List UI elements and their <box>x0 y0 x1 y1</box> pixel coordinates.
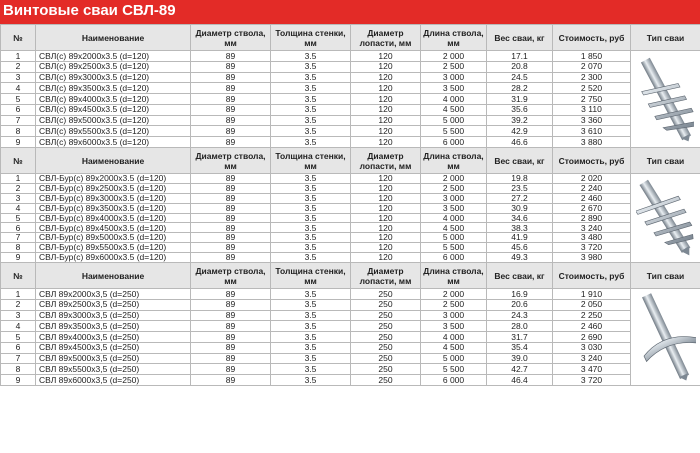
column-header-type: Тип сваи <box>631 263 700 289</box>
shaft-diameter: 89 <box>191 193 271 203</box>
column-header-length: Длина ствола, мм <box>421 25 487 51</box>
row-number: 9 <box>1 253 36 263</box>
pile-weight: 41.9 <box>487 233 553 243</box>
column-header-type: Тип сваи <box>631 148 700 174</box>
wall-thickness: 3.5 <box>271 72 351 83</box>
shaft-diameter: 89 <box>191 253 271 263</box>
blade-diameter: 120 <box>351 61 421 72</box>
column-header-name: Наименование <box>36 25 191 51</box>
wall-thickness: 3.5 <box>271 332 351 343</box>
shaft-length: 4 000 <box>421 332 487 343</box>
product-name: СВЛ(с) 89х3500х3.5 (d=120) <box>36 83 191 94</box>
pile-weight: 46.4 <box>487 375 553 386</box>
column-header-weight: Вес сваи, кг <box>487 25 553 51</box>
table-row <box>1 183 700 193</box>
shaft-length: 4 500 <box>421 104 487 115</box>
blade-diameter: 250 <box>351 342 421 353</box>
row-number: 7 <box>1 115 36 126</box>
shaft-length: 2 500 <box>421 183 487 193</box>
product-name: СВЛ(с) 89х6000х3.5 (d=120) <box>36 137 191 148</box>
pile-price: 3 880 <box>553 137 631 148</box>
column-header-type: Тип сваи <box>631 25 700 51</box>
blade-diameter: 120 <box>351 137 421 148</box>
column-header-blade: Диаметр лопасти, мм <box>351 148 421 174</box>
column-header-name: Наименование <box>36 263 191 289</box>
pile-weight: 17.1 <box>487 51 553 62</box>
row-number: 5 <box>1 213 36 223</box>
shaft-length: 3 000 <box>421 310 487 321</box>
pile-price: 3 720 <box>553 243 631 253</box>
column-header-blade: Диаметр лопасти, мм <box>351 25 421 51</box>
row-number: 3 <box>1 72 36 83</box>
blade-diameter: 120 <box>351 253 421 263</box>
row-number: 6 <box>1 104 36 115</box>
shaft-diameter: 89 <box>191 364 271 375</box>
row-number: 4 <box>1 83 36 94</box>
wall-thickness: 3.5 <box>271 289 351 300</box>
shaft-length: 3 500 <box>421 203 487 213</box>
row-number: 1 <box>1 289 36 300</box>
pile-weight: 42.9 <box>487 126 553 137</box>
shaft-length: 2 000 <box>421 174 487 184</box>
column-header-weight: Вес сваи, кг <box>487 263 553 289</box>
pile-price: 3 720 <box>553 375 631 386</box>
pile-type-image <box>631 289 700 386</box>
product-name: СВЛ 89х2000х3,5 (d=250) <box>36 289 191 300</box>
pile-weight: 19.8 <box>487 174 553 184</box>
shaft-diameter: 89 <box>191 375 271 386</box>
product-name: СВЛ 89х4500х3,5 (d=250) <box>36 342 191 353</box>
shaft-length: 5 000 <box>421 353 487 364</box>
shaft-diameter: 89 <box>191 203 271 213</box>
shaft-diameter: 89 <box>191 94 271 105</box>
wall-thickness: 3.5 <box>271 375 351 386</box>
shaft-diameter: 89 <box>191 126 271 137</box>
pile-weight: 31.7 <box>487 332 553 343</box>
column-header-wall: Толщина стенки, мм <box>271 263 351 289</box>
column-header-diameter: Диаметр ствола, мм <box>191 148 271 174</box>
shaft-length: 2 500 <box>421 61 487 72</box>
table-row <box>1 126 700 137</box>
shaft-diameter: 89 <box>191 137 271 148</box>
shaft-length: 6 000 <box>421 137 487 148</box>
screw-pile-narrow-blade-icon <box>631 51 700 147</box>
blade-diameter: 120 <box>351 83 421 94</box>
shaft-length: 4 000 <box>421 94 487 105</box>
row-number: 3 <box>1 310 36 321</box>
product-name: СВЛ 89х5000х3,5 (d=250) <box>36 353 191 364</box>
pile-type-image <box>631 174 700 263</box>
wall-thickness: 3.5 <box>271 183 351 193</box>
pile-weight: 28.2 <box>487 83 553 94</box>
shaft-diameter: 89 <box>191 115 271 126</box>
product-name: СВЛ-Бур(с) 89х3000х3.5 (d=120) <box>36 193 191 203</box>
row-number: 8 <box>1 243 36 253</box>
shaft-diameter: 89 <box>191 183 271 193</box>
product-name: СВЛ(с) 89х2500х3.5 (d=120) <box>36 61 191 72</box>
pile-weight: 46.6 <box>487 137 553 148</box>
pile-type-image <box>631 51 700 148</box>
wall-thickness: 3.5 <box>271 299 351 310</box>
blade-diameter: 120 <box>351 104 421 115</box>
pile-weight: 42.7 <box>487 364 553 375</box>
wall-thickness: 3.5 <box>271 174 351 184</box>
pile-price: 2 070 <box>553 61 631 72</box>
blade-diameter: 120 <box>351 115 421 126</box>
row-number: 6 <box>1 342 36 353</box>
shaft-diameter: 89 <box>191 299 271 310</box>
shaft-length: 4 500 <box>421 342 487 353</box>
product-name: СВЛ 89х3000х3,5 (d=250) <box>36 310 191 321</box>
pile-price: 2 300 <box>553 72 631 83</box>
shaft-diameter: 89 <box>191 61 271 72</box>
product-name: СВЛ-Бур(с) 89х5500х3.5 (d=120) <box>36 243 191 253</box>
row-number: 8 <box>1 364 36 375</box>
table-row <box>1 289 700 300</box>
blade-diameter: 120 <box>351 243 421 253</box>
shaft-diameter: 89 <box>191 342 271 353</box>
product-name: СВЛ(с) 89х4000х3.5 (d=120) <box>36 94 191 105</box>
table-row <box>1 213 700 223</box>
pile-weight: 38.3 <box>487 223 553 233</box>
shaft-length: 5 500 <box>421 126 487 137</box>
table-row <box>1 299 700 310</box>
shaft-length: 5 500 <box>421 364 487 375</box>
product-name: СВЛ-Бур(с) 89х5000х3.5 (d=120) <box>36 233 191 243</box>
table-header-row <box>1 263 700 289</box>
pile-weight: 24.5 <box>487 72 553 83</box>
table-row <box>1 72 700 83</box>
product-name: СВЛ(с) 89х3000х3.5 (d=120) <box>36 72 191 83</box>
pile-weight: 27.2 <box>487 193 553 203</box>
price-table <box>0 24 700 386</box>
shaft-length: 3 500 <box>421 83 487 94</box>
wall-thickness: 3.5 <box>271 342 351 353</box>
column-header-wall: Толщина стенки, мм <box>271 25 351 51</box>
shaft-length: 4 500 <box>421 223 487 233</box>
pile-price: 1 910 <box>553 289 631 300</box>
row-number: 6 <box>1 223 36 233</box>
pile-price: 2 240 <box>553 183 631 193</box>
blade-diameter: 250 <box>351 364 421 375</box>
pile-weight: 30.9 <box>487 203 553 213</box>
table-row <box>1 353 700 364</box>
pile-price: 3 470 <box>553 364 631 375</box>
wall-thickness: 3.5 <box>271 193 351 203</box>
wall-thickness: 3.5 <box>271 364 351 375</box>
pile-weight: 39.2 <box>487 115 553 126</box>
product-name: СВЛ-Бур(с) 89х4000х3.5 (d=120) <box>36 213 191 223</box>
column-header-length: Длина ствола, мм <box>421 263 487 289</box>
shaft-length: 3 000 <box>421 193 487 203</box>
product-name: СВЛ 89х5500х3,5 (d=250) <box>36 364 191 375</box>
column-header-diameter: Диаметр ствола, мм <box>191 263 271 289</box>
shaft-diameter: 89 <box>191 104 271 115</box>
pile-weight: 16.9 <box>487 289 553 300</box>
column-header-weight: Вес сваи, кг <box>487 148 553 174</box>
table-row <box>1 115 700 126</box>
wall-thickness: 3.5 <box>271 233 351 243</box>
row-number: 1 <box>1 51 36 62</box>
product-name: СВЛ(с) 89х2000х3.5 (d=120) <box>36 51 191 62</box>
pile-price: 2 250 <box>553 310 631 321</box>
pile-weight: 28.0 <box>487 321 553 332</box>
pile-price: 2 050 <box>553 299 631 310</box>
shaft-diameter: 89 <box>191 72 271 83</box>
wall-thickness: 3.5 <box>271 253 351 263</box>
row-number: 9 <box>1 375 36 386</box>
row-number: 5 <box>1 332 36 343</box>
title-bar <box>0 0 700 24</box>
column-header-price: Стоимость, руб <box>553 148 631 174</box>
pile-price: 2 690 <box>553 332 631 343</box>
blade-diameter: 250 <box>351 289 421 300</box>
blade-diameter: 250 <box>351 310 421 321</box>
wall-thickness: 3.5 <box>271 61 351 72</box>
row-number: 7 <box>1 353 36 364</box>
table-row <box>1 174 700 184</box>
shaft-diameter: 89 <box>191 223 271 233</box>
wall-thickness: 3.5 <box>271 203 351 213</box>
blade-diameter: 120 <box>351 51 421 62</box>
table-row <box>1 61 700 72</box>
column-header-length: Длина ствола, мм <box>421 148 487 174</box>
table-row <box>1 321 700 332</box>
wall-thickness: 3.5 <box>271 126 351 137</box>
table-row <box>1 342 700 353</box>
blade-diameter: 120 <box>351 203 421 213</box>
row-number: 7 <box>1 233 36 243</box>
wall-thickness: 3.5 <box>271 94 351 105</box>
column-header-wall: Толщина стенки, мм <box>271 148 351 174</box>
wall-thickness: 3.5 <box>271 83 351 94</box>
blade-diameter: 120 <box>351 94 421 105</box>
blade-diameter: 250 <box>351 353 421 364</box>
shaft-length: 3 500 <box>421 321 487 332</box>
pile-price: 2 020 <box>553 174 631 184</box>
row-number: 4 <box>1 203 36 213</box>
wall-thickness: 3.5 <box>271 310 351 321</box>
product-name: СВЛ 89х4000х3,5 (d=250) <box>36 332 191 343</box>
shaft-diameter: 89 <box>191 83 271 94</box>
product-name: СВЛ-Бур(с) 89х2500х3.5 (d=120) <box>36 183 191 193</box>
blade-diameter: 120 <box>351 223 421 233</box>
pile-price: 2 460 <box>553 193 631 203</box>
product-name: СВЛ-Бур(с) 89х4500х3.5 (d=120) <box>36 223 191 233</box>
table-row <box>1 193 700 203</box>
column-header-num: № <box>1 263 36 289</box>
pile-price: 2 460 <box>553 321 631 332</box>
table-row <box>1 332 700 343</box>
table-header-row <box>1 25 700 51</box>
column-header-name: Наименование <box>36 148 191 174</box>
wall-thickness: 3.5 <box>271 137 351 148</box>
pile-price: 3 610 <box>553 126 631 137</box>
shaft-length: 4 000 <box>421 213 487 223</box>
pile-price: 3 030 <box>553 342 631 353</box>
blade-diameter: 120 <box>351 193 421 203</box>
pile-weight: 23.5 <box>487 183 553 193</box>
table-row <box>1 94 700 105</box>
shaft-length: 5 000 <box>421 233 487 243</box>
pile-price: 3 240 <box>553 223 631 233</box>
pile-weight: 34.6 <box>487 213 553 223</box>
page-title: Винтовые сваи СВЛ-89 <box>3 2 176 19</box>
table-row <box>1 375 700 386</box>
shaft-length: 6 000 <box>421 253 487 263</box>
shaft-length: 6 000 <box>421 375 487 386</box>
pile-weight: 35.6 <box>487 104 553 115</box>
wall-thickness: 3.5 <box>271 104 351 115</box>
row-number: 1 <box>1 174 36 184</box>
table-row <box>1 203 700 213</box>
column-header-num: № <box>1 25 36 51</box>
row-number: 2 <box>1 299 36 310</box>
row-number: 3 <box>1 193 36 203</box>
table-row <box>1 233 700 243</box>
shaft-diameter: 89 <box>191 213 271 223</box>
table-row <box>1 243 700 253</box>
row-number: 2 <box>1 183 36 193</box>
row-number: 9 <box>1 137 36 148</box>
shaft-diameter: 89 <box>191 174 271 184</box>
blade-diameter: 250 <box>351 375 421 386</box>
pile-weight: 49.3 <box>487 253 553 263</box>
pile-price: 3 980 <box>553 253 631 263</box>
blade-diameter: 250 <box>351 321 421 332</box>
product-name: СВЛ(с) 89х4500х3.5 (d=120) <box>36 104 191 115</box>
product-name: СВЛ 89х2500х3,5 (d=250) <box>36 299 191 310</box>
pile-weight: 20.8 <box>487 61 553 72</box>
shaft-diameter: 89 <box>191 51 271 62</box>
product-name: СВЛ(с) 89х5000х3.5 (d=120) <box>36 115 191 126</box>
shaft-diameter: 89 <box>191 289 271 300</box>
pile-price: 3 480 <box>553 233 631 243</box>
column-header-num: № <box>1 148 36 174</box>
blade-diameter: 250 <box>351 332 421 343</box>
shaft-length: 5 000 <box>421 115 487 126</box>
column-header-blade: Диаметр лопасти, мм <box>351 263 421 289</box>
pile-price: 2 750 <box>553 94 631 105</box>
wall-thickness: 3.5 <box>271 213 351 223</box>
wall-thickness: 3.5 <box>271 223 351 233</box>
table-row <box>1 51 700 62</box>
shaft-length: 2 000 <box>421 51 487 62</box>
shaft-length: 2 500 <box>421 299 487 310</box>
product-name: СВЛ(с) 89х5500х3.5 (d=120) <box>36 126 191 137</box>
table-row <box>1 223 700 233</box>
pile-price: 3 360 <box>553 115 631 126</box>
shaft-diameter: 89 <box>191 310 271 321</box>
column-header-diameter: Диаметр ствола, мм <box>191 25 271 51</box>
wall-thickness: 3.5 <box>271 353 351 364</box>
shaft-length: 2 000 <box>421 289 487 300</box>
table-header-row <box>1 148 700 174</box>
blade-diameter: 120 <box>351 213 421 223</box>
table-row <box>1 310 700 321</box>
pile-weight: 45.6 <box>487 243 553 253</box>
column-header-price: Стоимость, руб <box>553 263 631 289</box>
row-number: 8 <box>1 126 36 137</box>
pile-price: 3 110 <box>553 104 631 115</box>
shaft-length: 5 500 <box>421 243 487 253</box>
screw-pile-wide-blade-icon <box>631 289 700 385</box>
table-row <box>1 364 700 375</box>
table-row <box>1 137 700 148</box>
shaft-diameter: 89 <box>191 332 271 343</box>
wall-thickness: 3.5 <box>271 243 351 253</box>
pile-weight: 24.3 <box>487 310 553 321</box>
blade-diameter: 120 <box>351 233 421 243</box>
product-name: СВЛ 89х6000х3,5 (d=250) <box>36 375 191 386</box>
pile-weight: 20.6 <box>487 299 553 310</box>
product-name: СВЛ-Бур(с) 89х2000х3.5 (d=120) <box>36 174 191 184</box>
shaft-diameter: 89 <box>191 353 271 364</box>
wall-thickness: 3.5 <box>271 51 351 62</box>
row-number: 2 <box>1 61 36 72</box>
pile-price: 1 850 <box>553 51 631 62</box>
table-row <box>1 253 700 263</box>
pile-price: 3 240 <box>553 353 631 364</box>
pile-price: 2 520 <box>553 83 631 94</box>
product-name: СВЛ-Бур(с) 89х3500х3.5 (d=120) <box>36 203 191 213</box>
shaft-diameter: 89 <box>191 233 271 243</box>
pile-price: 2 670 <box>553 203 631 213</box>
shaft-diameter: 89 <box>191 321 271 332</box>
pile-price: 2 890 <box>553 213 631 223</box>
wall-thickness: 3.5 <box>271 321 351 332</box>
blade-diameter: 250 <box>351 299 421 310</box>
pile-weight: 35.4 <box>487 342 553 353</box>
blade-diameter: 120 <box>351 126 421 137</box>
table-row <box>1 104 700 115</box>
shaft-length: 3 000 <box>421 72 487 83</box>
product-name: СВЛ-Бур(с) 89х6000х3.5 (d=120) <box>36 253 191 263</box>
table-row <box>1 83 700 94</box>
blade-diameter: 120 <box>351 183 421 193</box>
wall-thickness: 3.5 <box>271 115 351 126</box>
row-number: 5 <box>1 94 36 105</box>
column-header-price: Стоимость, руб <box>553 25 631 51</box>
blade-diameter: 120 <box>351 72 421 83</box>
screw-pile-drill-tip-icon <box>631 174 700 262</box>
pile-weight: 31.9 <box>487 94 553 105</box>
product-name: СВЛ 89х3500х3,5 (d=250) <box>36 321 191 332</box>
blade-diameter: 120 <box>351 174 421 184</box>
shaft-diameter: 89 <box>191 243 271 253</box>
pile-weight: 39.0 <box>487 353 553 364</box>
row-number: 4 <box>1 321 36 332</box>
